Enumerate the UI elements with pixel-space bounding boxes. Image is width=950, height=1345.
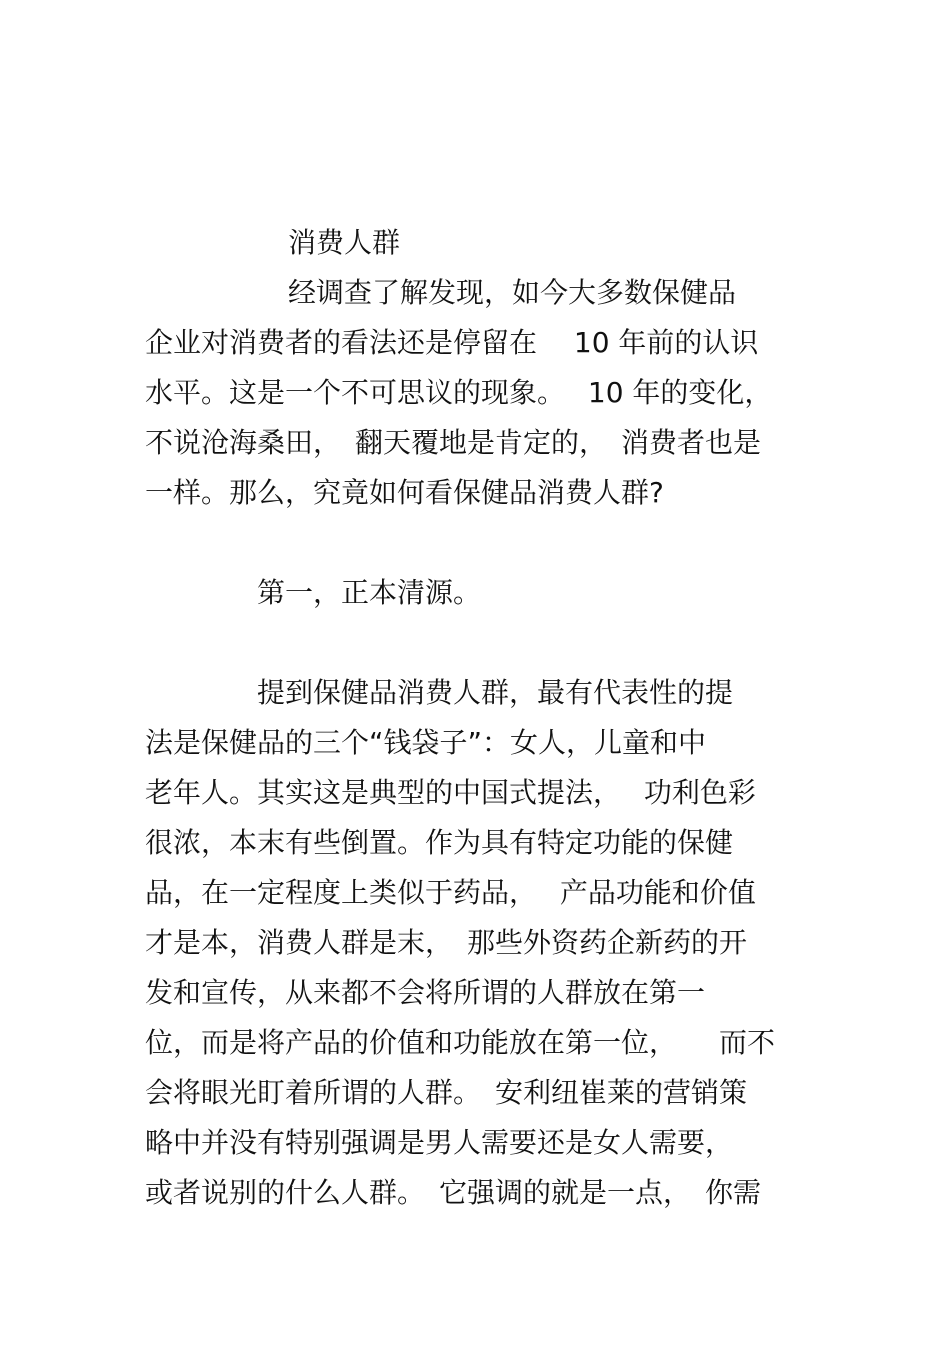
paragraph-line: 品，在一定程度上类似于药品， 产品功能和价值 xyxy=(145,876,756,909)
paragraph-line: 水平。这是一个不可思议的现象。 10 年的变化， xyxy=(145,376,773,409)
paragraph-line: 法是保健品的三个“钱袋子”：女人，儿童和中 xyxy=(145,726,707,759)
paragraph-line: 位，而是将产品的价值和功能放在第一位， 而不 xyxy=(145,1026,776,1059)
paragraph-line: 会将眼光盯着所谓的人群。 安利纽崔莱的营销策 xyxy=(145,1076,748,1109)
paragraph-line: 经调查了解发现，如今大多数保健品 xyxy=(288,276,737,309)
paragraph-line: 企业对消费者的看法还是停留在 10 年前的认识 xyxy=(145,326,759,359)
paragraph-line: 发和宣传，从来都不会将所谓的人群放在第一 xyxy=(145,976,706,1009)
paragraph-line: 略中并没有特别强调是男人需要还是女人需要， xyxy=(145,1126,734,1159)
paragraph-line: 或者说别的什么人群。 它强调的就是一点， 你需 xyxy=(145,1176,762,1209)
section-heading: 第一，正本清源。 xyxy=(257,576,482,609)
paragraph-line: 才是本，消费人群是末， 那些外资药企新药的开 xyxy=(145,926,748,959)
section-title: 消费人群 xyxy=(288,226,401,259)
paragraph-line: 不说沧海桑田， 翻天覆地是肯定的， 消费者也是 xyxy=(145,426,762,459)
paragraph-line: 老年人。其实这是典型的中国式提法， 功利色彩 xyxy=(145,776,756,809)
paragraph-line: 一样。那么，究竟如何看保健品消费人群? xyxy=(145,476,664,509)
paragraph-line: 提到保健品消费人群，最有代表性的提 xyxy=(257,676,734,709)
paragraph-line: 很浓，本末有些倒置。作为具有特定功能的保健 xyxy=(145,826,734,859)
